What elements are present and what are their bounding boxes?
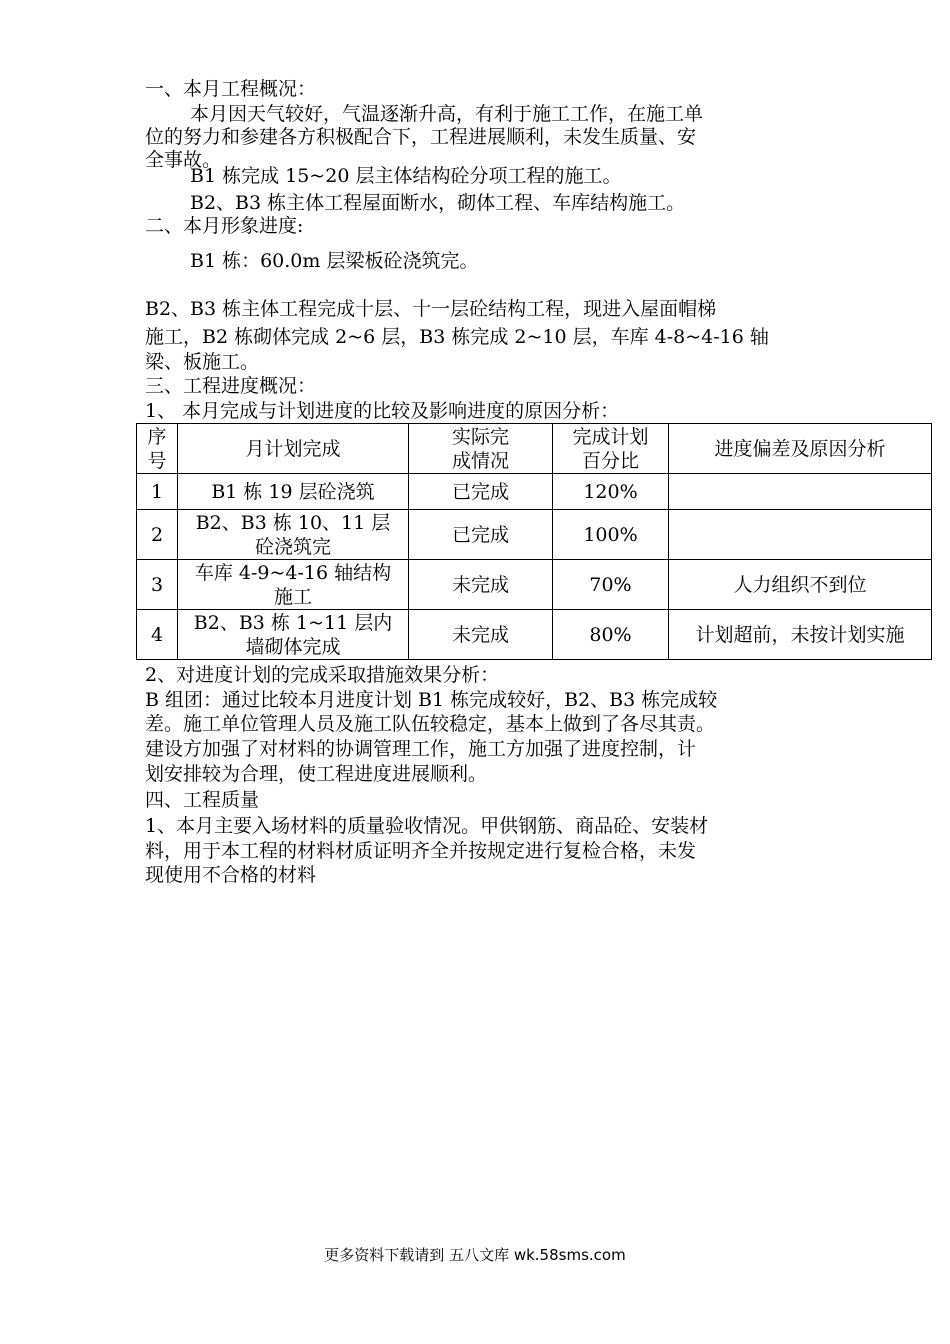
section-2-colon: : xyxy=(297,215,304,237)
paragraph-line: B 组团：通过比较本月进度计划 B1 栋完成较好，B2、B3 栋完成较 xyxy=(145,689,718,711)
paragraph-line: B2、B3 栋主体工程屋面断水，砌体工程、车库结构施工。 xyxy=(190,192,686,214)
table-row xyxy=(137,474,932,510)
subheading: 2、对进度计划的完成采取措施效果分析： xyxy=(145,664,500,686)
section-2-title-row xyxy=(145,213,303,239)
header-cell: 实际完 成情况 xyxy=(409,424,553,474)
cell-actual: 已完成 xyxy=(409,474,553,510)
cell-no: 4 xyxy=(137,610,178,660)
cell-reason: 计划超前，未按计划实施 xyxy=(669,610,932,660)
cell-no: 3 xyxy=(137,560,178,610)
paragraph-line: 梁、板施工。 xyxy=(145,351,260,373)
paragraph-line: 差。施工单位管理人员及施工队伍较稳定，基本上做到了各尽其责。 xyxy=(145,713,716,735)
paragraph-line: 本月因天气较好，气温逐渐升高，有利于施工工作，在施工单 xyxy=(190,103,704,125)
paragraph-line: 施工，B2 栋砌体完成 2~6 层，B3 栋完成 2~10 层，车库 4-8~4-16 轴 xyxy=(145,326,769,348)
cell-reason: 人力组织不到位 xyxy=(669,560,932,610)
paragraph-line: 料，用于本工程的材料材质证明齐全并按规定进行复检合格，未发 xyxy=(145,840,697,862)
section-4-title: 四、工程质量 xyxy=(145,789,260,811)
paragraph-line: B2、B3 栋主体工程完成十层、十一层砼结构工程，现进入屋面帽梯 xyxy=(145,298,717,320)
paragraph-line: 建设方加强了对材料的协调管理工作，施工方加强了进度控制，计 xyxy=(145,738,697,760)
paragraph-line: 全事故。 xyxy=(145,149,222,171)
cell-actual: 已完成 xyxy=(409,510,553,560)
cell-no: 1 xyxy=(137,474,178,510)
progress-table xyxy=(136,423,932,660)
paragraph-line: B1 栋：60.0m 层梁板砼浇筑完。 xyxy=(190,250,479,272)
section-3-title: 三、工程进度概况： xyxy=(145,375,317,397)
cell-reason xyxy=(669,474,932,510)
paragraph-line: 现使用不合格的材料 xyxy=(145,864,317,886)
section-2-title: 二、本月形象进度 xyxy=(145,215,298,237)
cell-actual: 未完成 xyxy=(409,560,553,610)
paragraph-line: B1 栋完成 15~20 层主体结构砼分项工程的施工。 xyxy=(190,165,622,187)
cell-pct: 100% xyxy=(553,510,669,560)
page-footer: 更多资料下载请到 五八文库 wk.58sms.com xyxy=(324,1246,626,1264)
cell-pct: 70% xyxy=(553,560,669,610)
paragraph-line: 1、本月主要入场材料的质量验收情况。甲供钢筋、商品砼、安装材 xyxy=(145,815,709,837)
cell-actual: 未完成 xyxy=(409,610,553,660)
cell-no: 2 xyxy=(137,510,178,560)
cell-plan: B1 栋 19 层砼浇筑 xyxy=(178,474,409,510)
paragraph-line: 划安排较为合理，使工程进度进展顺利。 xyxy=(145,763,488,785)
paragraph-line: 位的努力和参建各方积极配合下，工程进展顺利，未发生质量、安 xyxy=(145,126,697,148)
header-cell: 序 号 xyxy=(137,424,178,474)
header-cell: 进度偏差及原因分析 xyxy=(669,424,932,474)
cell-plan: 车库 4-9~4-16 轴结构 施工 xyxy=(178,560,409,610)
cell-reason xyxy=(669,510,932,560)
header-cell: 完成计划 百分比 xyxy=(553,424,669,474)
cell-pct: 120% xyxy=(553,474,669,510)
section-1-title: 一、本月工程概况： xyxy=(145,78,317,100)
subheading: 1、 本月完成与计划进度的比较及影响进度的原因分析： xyxy=(145,400,620,422)
header-cell: 月计划完成 xyxy=(178,424,409,474)
table-row xyxy=(137,610,932,660)
cell-plan: B2、B3 栋 10、11 层 砼浇筑完 xyxy=(178,510,409,560)
table-header-row xyxy=(137,424,932,474)
table-row xyxy=(137,560,932,610)
cell-plan: B2、B3 栋 1~11 层内 墙砌体完成 xyxy=(178,610,409,660)
table-row xyxy=(137,510,932,560)
cell-pct: 80% xyxy=(553,610,669,660)
